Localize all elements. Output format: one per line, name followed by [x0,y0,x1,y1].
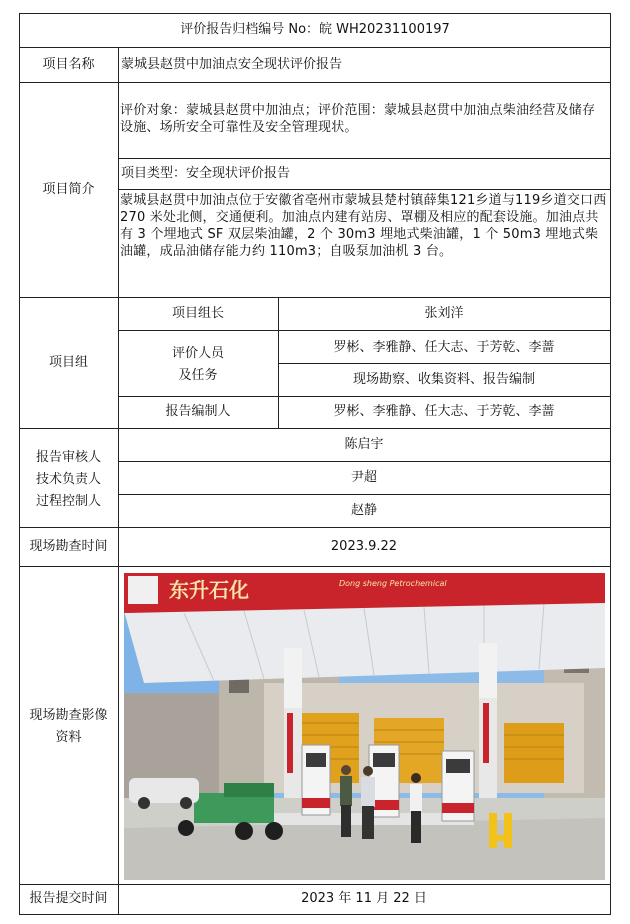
team-leader-label: 项目组长 [171,306,224,321]
evaluators-label-line1: 评价人员 [171,346,224,361]
station-sign-en: Dong sheng Petrochemical [339,579,447,588]
evaluator-tasks-value: 现场勘察、收集资料、报告编制 [352,372,535,387]
survey-photo-label-line1: 现场勘查影像 [29,708,108,723]
project-type-text: 项目类型：安全现状评价报告 [121,166,291,181]
submit-time-label: 报告提交时间 [29,891,108,906]
project-name-label: 项目名称 [42,57,95,72]
survey-photo-label-line2: 资料 [55,730,82,745]
reviewer-label: 报告审核人 [35,450,101,465]
project-intro-label: 项目简介 [42,182,95,197]
station-sign-cn: 东升石化 [169,578,249,602]
survey-time-value: 2023.9.22 [330,539,398,554]
process-controller-label: 过程控制人 [35,494,101,509]
evaluators-value: 罗彬、李雅静、任大志、于芳乾、李蔷 [333,340,555,355]
gas-station-photo [124,573,605,880]
reviewer-value: 陈启宇 [344,437,384,452]
tech-lead-label: 技术负责人 [35,472,101,487]
project-description-text: 蒙城县赵贯中加油点位于安徽省亳州市蒙城县楚村镇薛集121乡道与119乡道交口西 270 米处北侧，交通便利。加油点内建有站房、罩棚及相应的配套设施。加油点共有 3 个埋地式 SF 双层柴油罐，2 个 30m3 埋地式柴油罐，1 个 50m3 埋地式柴油罐，成品油储存能力约 110m3；自吸泵加油机 3 台。 [120,193,607,259]
archive-number: 评价报告归档编号 No：皖 WH20231100197 [180,22,450,37]
submit-time-value: 2023 年 11 月 22 日 [301,891,427,906]
team-leader-value: 张刘洋 [424,306,464,321]
project-team-label: 项目组 [48,355,88,370]
tech-lead-value: 尹超 [350,470,377,485]
evaluators-label-line2: 及任务 [178,368,218,383]
process-controller-value: 赵静 [350,503,377,518]
survey-time-label: 现场勘查时间 [29,539,108,554]
editors-label: 报告编制人 [165,404,231,419]
editors-value: 罗彬、李雅静、任大志、于芳乾、李蔷 [333,404,555,419]
evaluation-scope-text: 评价对象：蒙城县赵贯中加油点；评价范围：蒙城县赵贯中加油点柴油经营及储存设施、场所安全可靠性及安全管理现状。 [120,103,596,135]
project-name-value: 蒙城县赵贯中加油点安全现状评价报告 [121,57,343,72]
